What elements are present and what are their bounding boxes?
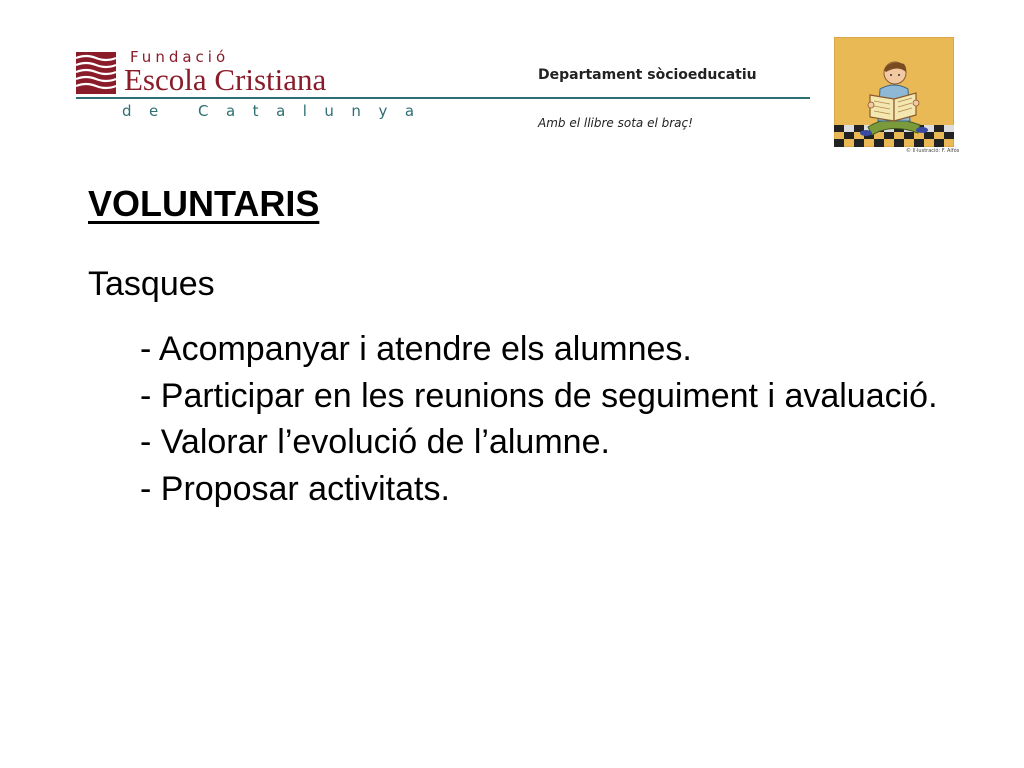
slide-title: VOLUNTARIS [88,183,320,224]
task-item: - Acompanyar i atendre els alumnes. [140,330,692,368]
logo-text-fundacio: Fundació [130,48,230,66]
child-reading-illustration [834,37,954,147]
slide-subtitle: Tasques [88,265,215,303]
logo-text-de-catalunya: de Catalunya [122,102,432,120]
department-name: Departament sòcioeducatiu [538,67,757,83]
illustration-credit: © Il·lustració: F. Alfós [906,148,960,154]
task-item: - Participar en les reunions de seguiment i avaluació. [140,376,938,415]
logo-text-escola-cristiana: Escola Cristiana [124,62,327,97]
task-list [140,326,940,512]
task-item: - Valorar l’evolució de l’alumne. [140,423,610,461]
header-divider [76,97,810,99]
foundation-logo-mark [76,52,116,94]
program-motto: Amb el llibre sota el braç! [538,116,693,130]
task-item: - Proposar activitats. [140,469,450,508]
